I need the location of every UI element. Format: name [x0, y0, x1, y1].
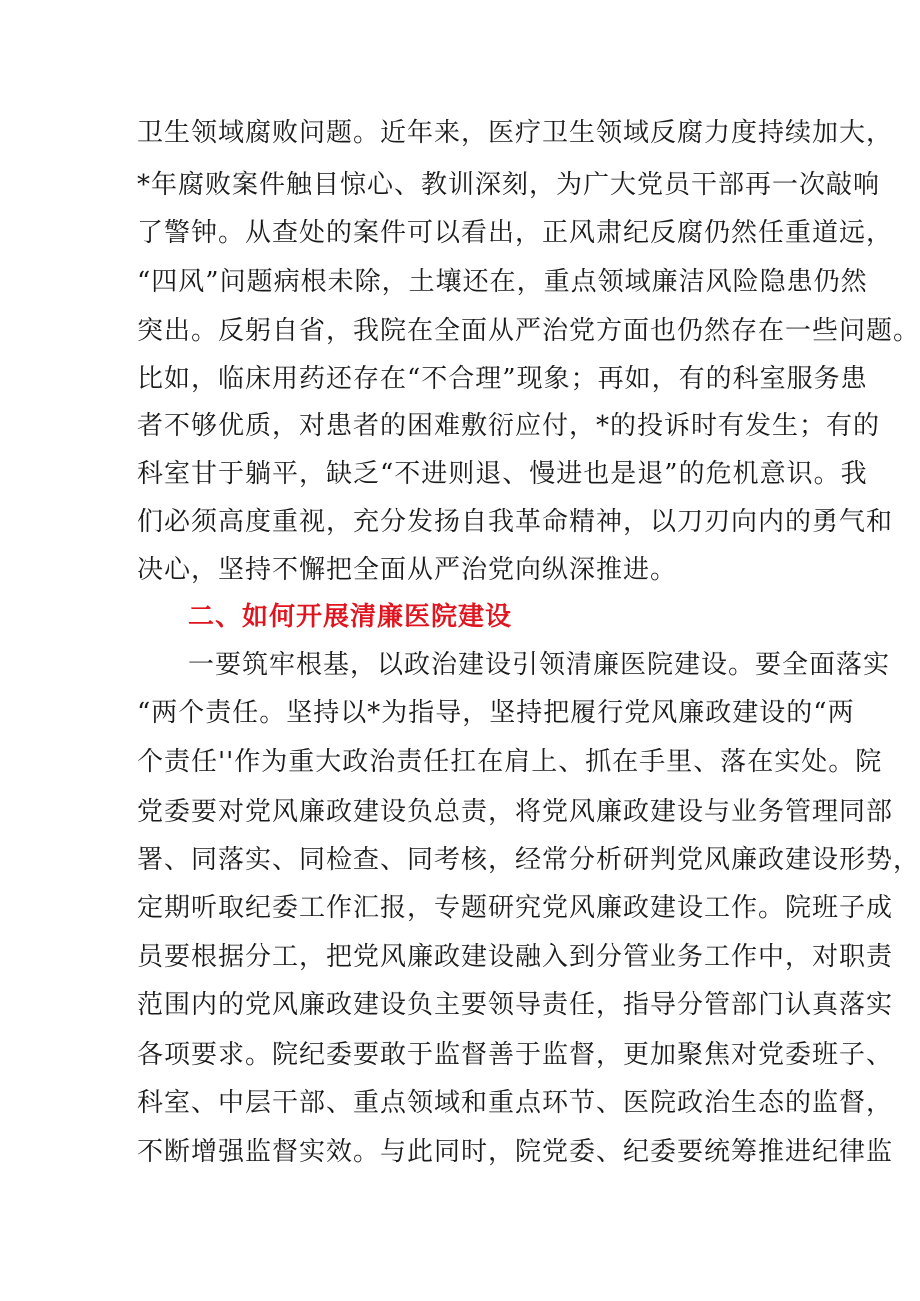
paragraph-line: *年腐败案件触目惊心、教训深刻，为广大党员干部再一次敲响 [137, 170, 881, 200]
paragraph-line: 们必须高度重视，充分发扬自我革命精神，以刀刃向内的勇气和 [137, 507, 894, 537]
paragraph-line: 卫生领域腐败问题。近年来，医疗卫生领域反腐力度持续加大， [137, 118, 894, 148]
paragraph-line: 科室、中层干部、重点领域和重点环节、医院政治生态的监督， [137, 1088, 894, 1118]
paragraph-line: “四风”问题病根未除，土壤还在，重点领域廉洁风险隐患仍然 [137, 267, 868, 297]
paragraph-line: 决心，坚持不懈把全面从严治党向纵深推进。 [137, 555, 678, 585]
paragraph-line: 突出。反躬自省，我院在全面从严治党方面也仍然存在一些问题。 [137, 316, 920, 346]
paragraph-line: 个责任''作为重大政治责任扛在肩上、抓在手里、落在实处。院 [137, 747, 883, 777]
paragraph-line: 科室甘于躺平，缺乏“不进则退、慢进也是退”的危机意识。我 [137, 459, 868, 489]
paragraph-line: 不断增强监督实效。与此同时，院党委、纪委要统筹推进纪律监 [137, 1137, 894, 1167]
paragraph-line: 员要根据分工，把党风廉政建设融入到分管业务工作中，对职责 [137, 942, 894, 972]
paragraph-line: 比如，临床用药还存在“不合理”现象；再如，有的科室服务患 [137, 364, 868, 394]
paragraph-line: “两个责任。坚持以*为指导，坚持把履行党风廉政建设的“两 [137, 698, 855, 728]
paragraph-line: 定期听取纪委工作汇报，专题研究党风廉政建设工作。院班子成 [137, 893, 894, 923]
section-heading: 二、如何开展清廉医院建设 [188, 602, 513, 632]
paragraph-line: 各项要求。院纪委要敢于监督善于监督，更加聚焦对党委班子、 [137, 1040, 894, 1070]
paragraph-line: 者不够优质，对患者的困难敷衍应付，*的投诉时有发生；有的 [137, 411, 881, 441]
paragraph-line: 署、同落实、同检查、同考核，经常分析研判党风廉政建设形势， [137, 845, 920, 875]
paragraph-line: 范围内的党风廉政建设负主要领导责任，指导分管部门认真落实 [137, 990, 894, 1020]
paragraph-line: 党委要对党风廉政建设负总责，将党风廉政建设与业务管理同部 [137, 797, 894, 827]
paragraph-line: 一要筑牢根基，以政治建设引领清廉医院建设。要全面落实 [188, 650, 891, 680]
paragraph-line: 了警钟。从查处的案件可以看出，正风肃纪反腐仍然任重道远， [137, 218, 894, 248]
